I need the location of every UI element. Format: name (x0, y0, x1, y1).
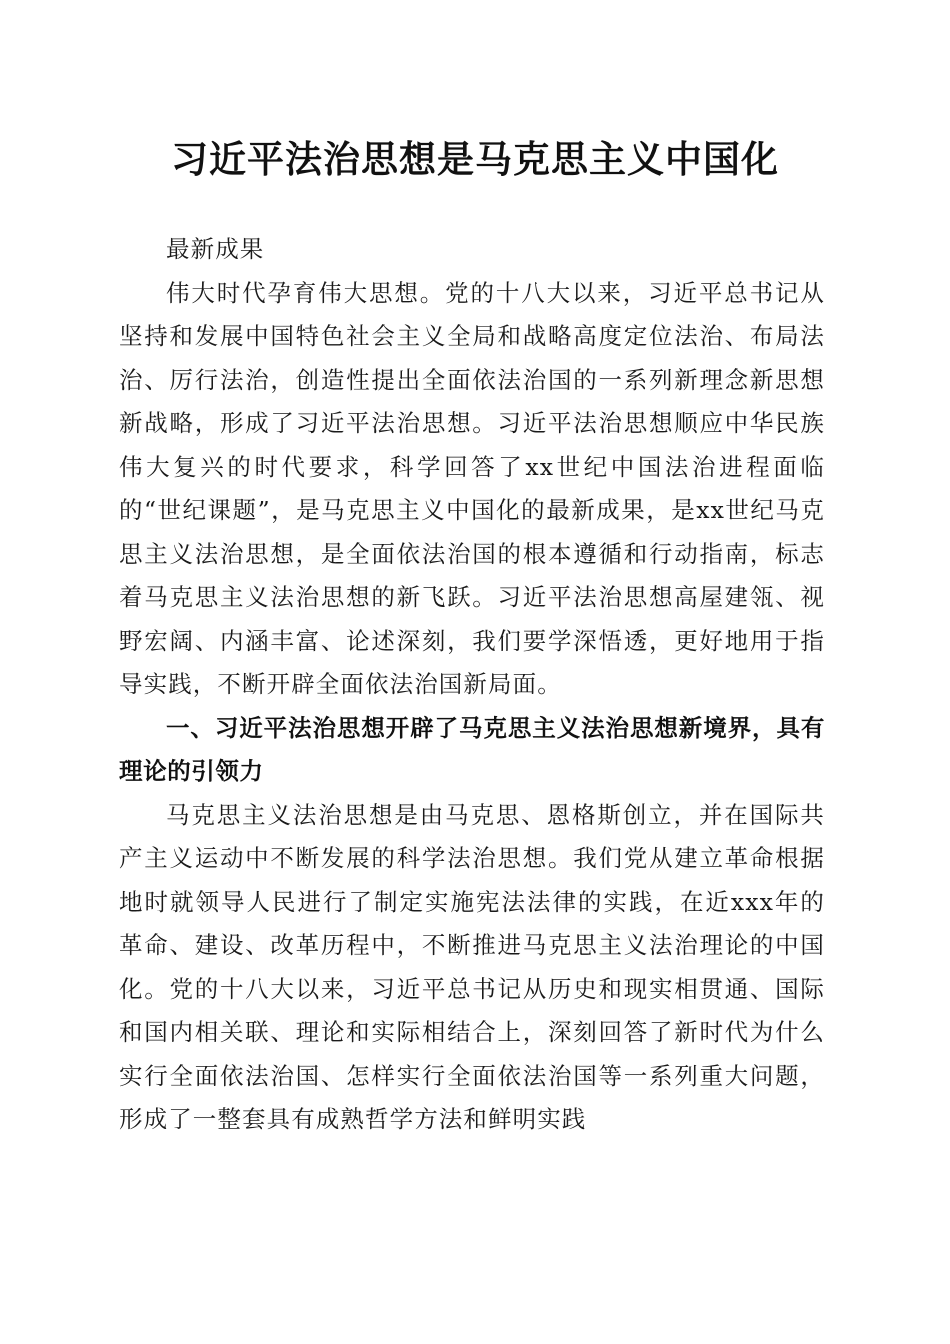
paragraph-introduction: 伟大时代孕育伟大思想。党的十八大以来，习近平总书记从坚持和发展中国特色社会主义全局和战略高度定位法治、布局法治、厉行法治，创造性提出全面依法治国的一系列新理念新思想新战略，形成了习近平法治思想。习近平法治思想顺应中华民族伟大复兴的时代要求，科学回答了xx世纪中国法治进程面临的“世纪课题”，是马克思主义中国化的最新成果，是xx世纪马克思主义法治思想，是全面依法治国的根本遵循和行动指南，标志着马克思主义法治思想的新飞跃。习近平法治思想高屋建瓴、视野宏阔、内涵丰富、论述深刻，我们要学深悟透，更好地用于指导实践，不断开辟全面依法治国新局面。 (119, 278, 825, 698)
paragraph-section-1: 马克思主义法治思想是由马克思、恩格斯创立，并在国际共产主义运动中不断发展的科学法治思想。我们党从建立革命根据地时就领导人民进行了制定实施宪法法律的实践，在近xxx年的革命、建设、改革历程中，不断推进马克思主义法治理论的中国化。党的十八大以来，习近平总书记从历史和现实相贯通、国际和国内相关联、理论和实际相结合上，深刻回答了新时代为什么实行全面依法治国、怎样实行全面依法治国等一系列重大问题，形成了一整套具有成熟哲学方法和鲜明实践 (119, 800, 825, 1133)
document-body (119, 228, 825, 1142)
document-title: 习近平法治思想是马克思主义中国化 (171, 137, 779, 181)
section-heading-1: 一、习近平法治思想开辟了马克思主义法治思想新境界，具有理论的引领力 (119, 713, 825, 785)
paragraph-subtitle-continuation: 最新成果 (166, 235, 265, 263)
